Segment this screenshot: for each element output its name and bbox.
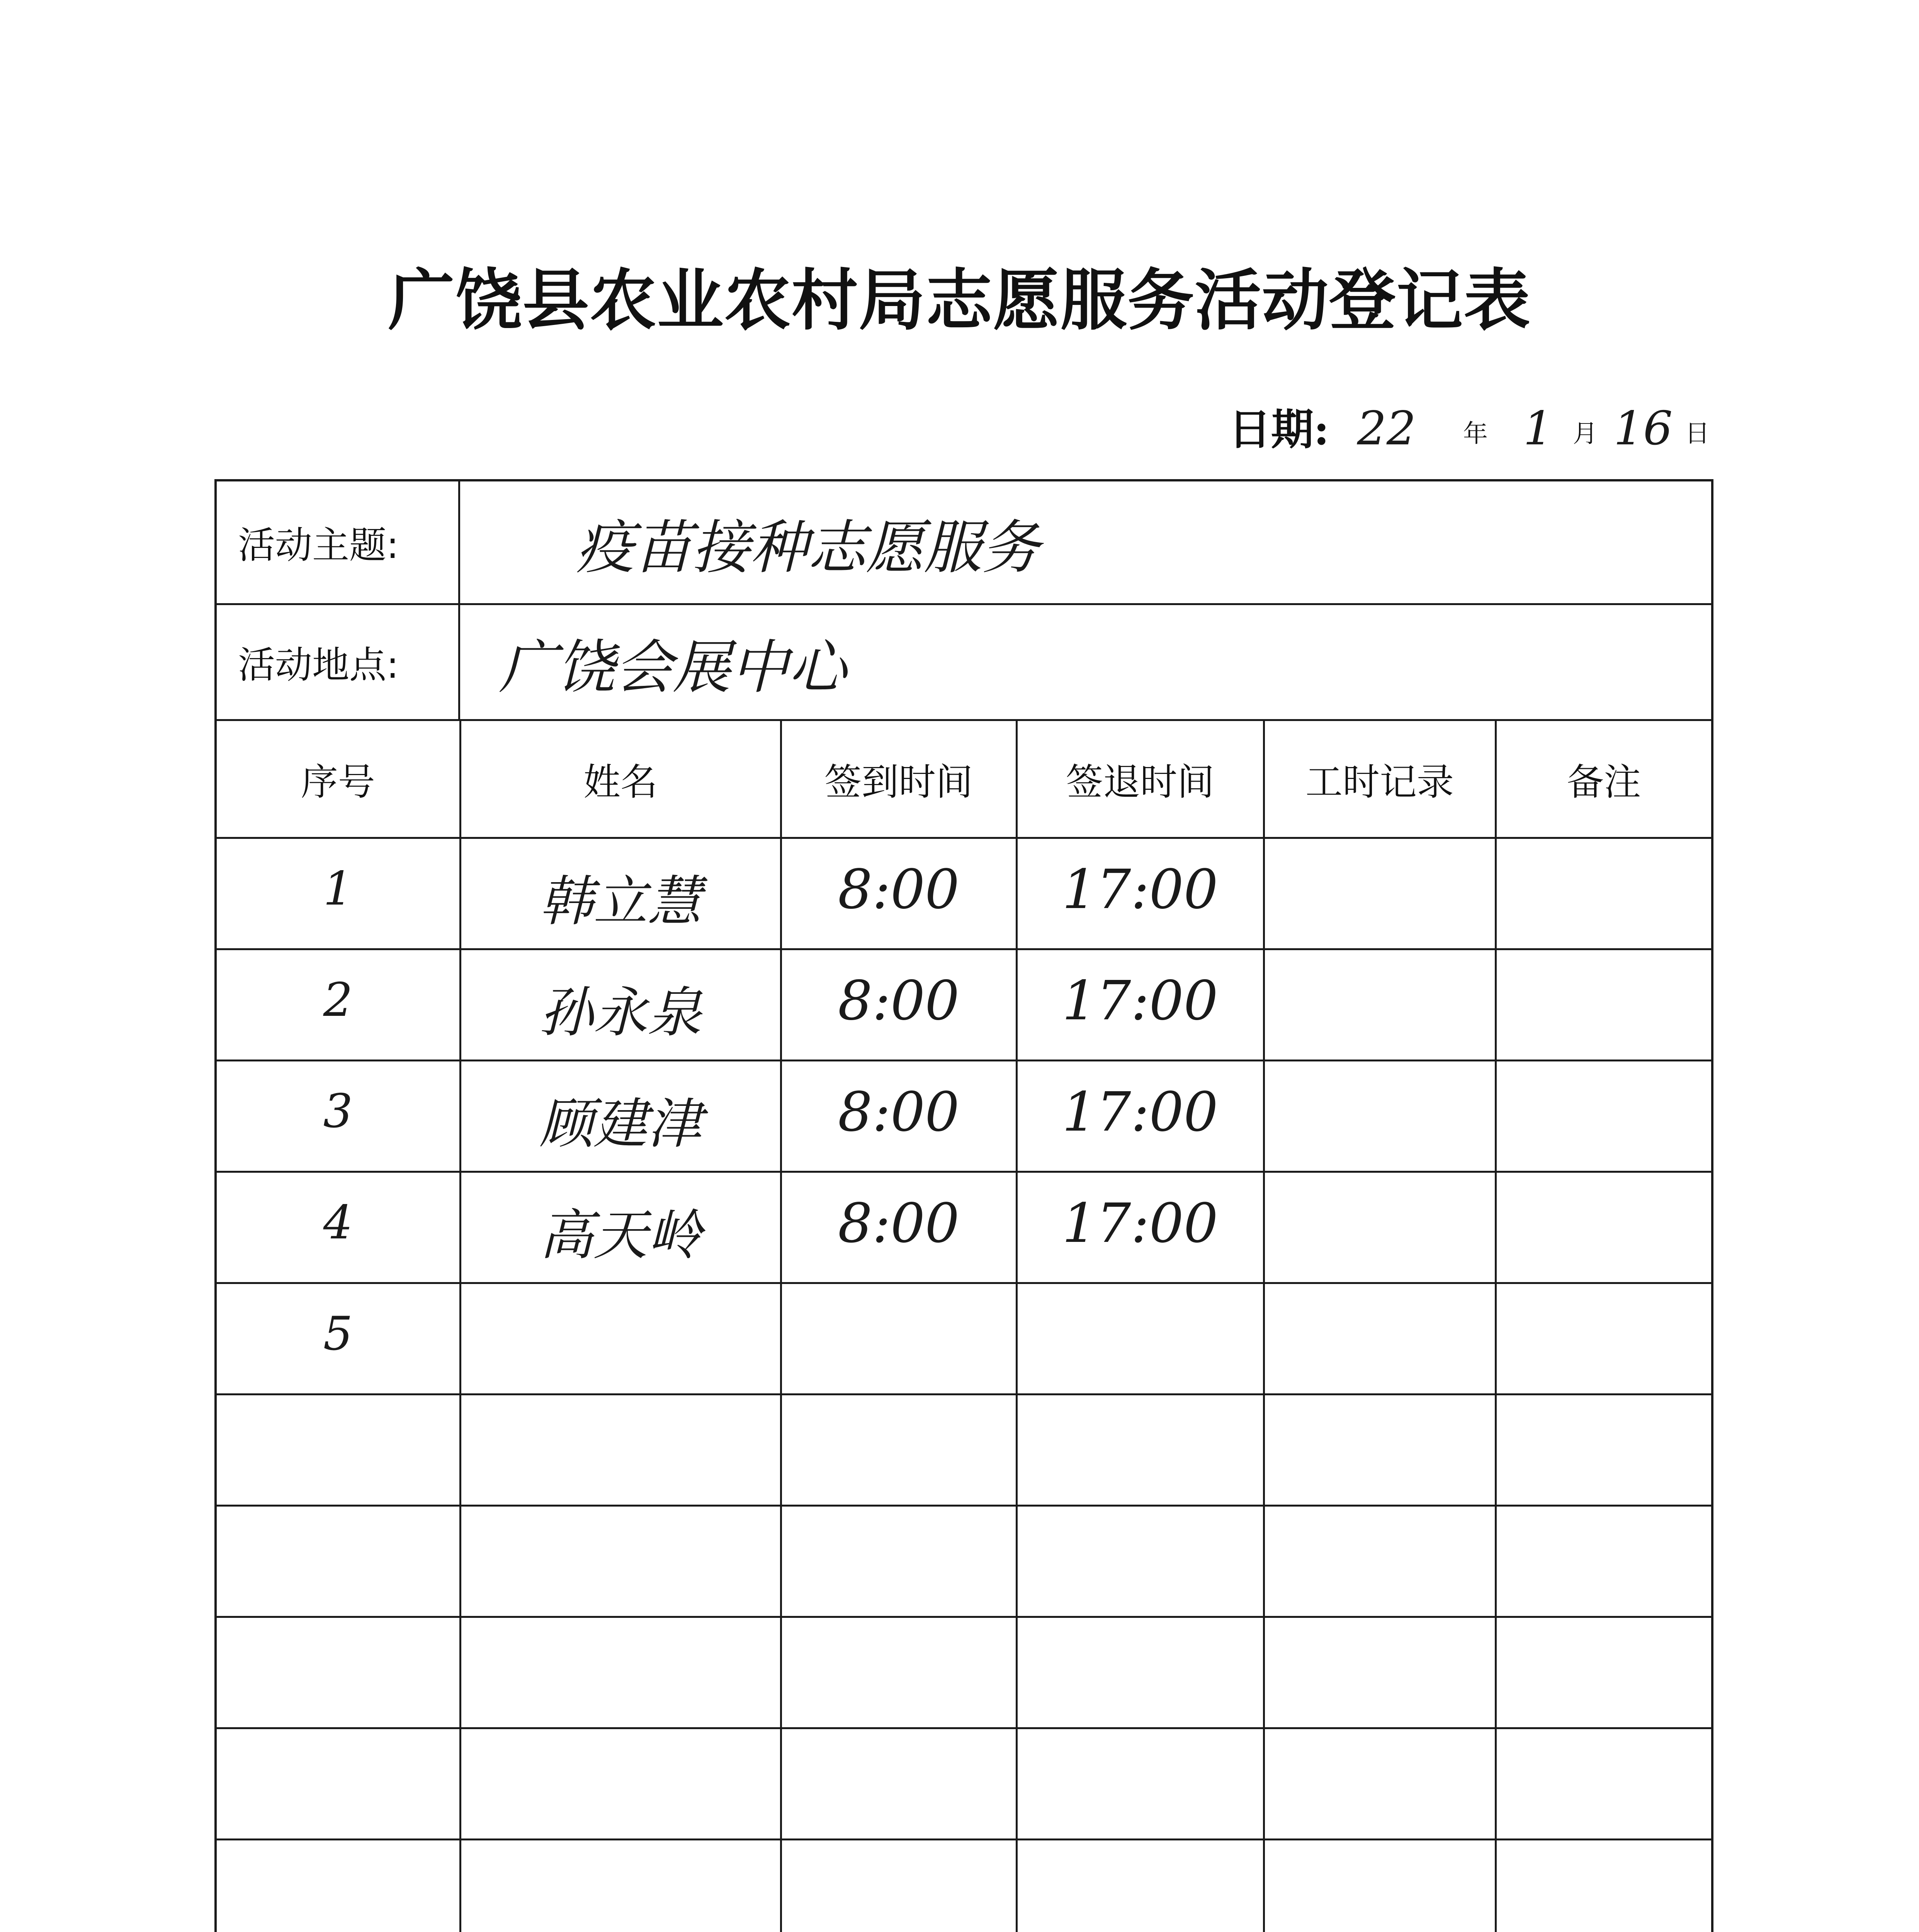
hours-record [1265,1840,1495,1932]
table-row [217,1728,1711,1840]
volunteer-name-cell [460,1283,781,1395]
volunteer-name [461,1618,780,1727]
table-row [217,1506,1711,1617]
row-number-cell [217,1283,460,1395]
checkin-time-cell [781,1840,1016,1932]
checkin-time [782,1729,1016,1838]
checkout-time: 17:00 [1062,1081,1218,1144]
hours-record [1265,1284,1495,1393]
volunteer-name-cell [460,1061,781,1172]
note [1497,950,1712,1060]
checkin-time [782,1618,1016,1727]
note-cell [1496,1506,1711,1617]
row-number [217,1729,459,1838]
hours-record-cell [1264,949,1496,1061]
note [1497,1284,1712,1393]
hours-record [1265,1061,1495,1171]
hours-record-cell [1264,1061,1496,1172]
row-number-cell [217,1506,460,1617]
hours-record-cell [1264,1617,1496,1728]
table-row [217,1172,1711,1283]
checkin-time: 8:00 [838,969,960,1032]
checkout-time-cell [1016,1061,1264,1172]
volunteer-name-cell [460,1840,781,1932]
checkout-time-cell [1016,949,1264,1061]
row-number [217,1395,459,1505]
header-hours: 工时记录 [1264,721,1496,838]
volunteer-name-cell [460,1395,781,1506]
hours-record [1265,950,1495,1060]
note-cell [1496,1840,1711,1932]
checkout-time-cell [1016,1172,1264,1283]
row-number [217,1618,459,1727]
header-checkout: 签退时间 [1016,721,1264,838]
header-checkin: 签到时间 [781,721,1016,838]
theme-value: 疫苗接种志愿服务 [576,514,1040,582]
checkout-time-cell [1016,838,1264,949]
note-cell [1496,1061,1711,1172]
hours-record [1265,1618,1495,1727]
volunteer-name-cell [460,1617,781,1728]
checkout-time [1018,1618,1263,1727]
date-line [1229,394,1827,464]
hours-record-cell [1264,1728,1496,1840]
row-number: 1 [323,862,353,916]
checkin-time-cell [781,1506,1016,1617]
row-number-cell [217,838,460,949]
row-number-cell [217,1840,460,1932]
table-row [217,949,1711,1061]
hours-record [1265,1173,1495,1282]
table-row [217,1283,1711,1395]
table-row [217,838,1711,949]
hours-record-cell [1264,1172,1496,1283]
hours-record-cell [1264,838,1496,949]
volunteer-name [461,1395,780,1505]
row-number-cell [217,1395,460,1506]
volunteer-name: 韩立慧 [539,870,702,933]
hours-record-cell [1264,1283,1496,1395]
note-cell [1496,1617,1711,1728]
checkout-time [1018,1507,1263,1616]
hours-record-cell [1264,1506,1496,1617]
note-cell [1496,1395,1711,1506]
checkout-time [1018,1284,1263,1393]
checkout-time: 17:00 [1062,969,1218,1032]
volunteer-name [461,1284,780,1393]
checkout-time-cell [1016,1840,1264,1932]
row-number-cell [217,949,460,1061]
note-cell [1496,1283,1711,1395]
row-number [217,1840,459,1932]
hours-record [1265,1395,1495,1505]
checkin-time: 8:00 [838,1081,960,1144]
date-day: 16 [1613,402,1673,456]
checkout-time [1018,1840,1263,1932]
volunteer-name-cell [460,1172,781,1283]
note-cell [1496,949,1711,1061]
hours-record-cell [1264,1840,1496,1932]
row-number: 5 [323,1307,353,1361]
header-note: 备注 [1496,721,1711,838]
checkout-time [1018,1729,1263,1838]
row-number-cell [217,1728,460,1840]
registration-form [214,479,1713,1932]
checkin-time-cell [781,1617,1016,1728]
row-number: 3 [323,1085,353,1138]
note [1497,1173,1712,1282]
theme-row [217,481,1711,605]
hours-record [1265,1729,1495,1838]
checkin-time [782,1840,1016,1932]
date-day-unit: 日 [1685,419,1710,448]
checkin-time-cell [781,1172,1016,1283]
checkin-time-cell [781,1728,1016,1840]
location-label: 活动地点: [217,605,460,719]
volunteer-name-cell [460,838,781,949]
checkin-time-cell [781,1395,1016,1506]
location-value: 广饶会展中心 [499,634,847,701]
table-header-row [217,721,1711,838]
note-cell [1496,1728,1711,1840]
date-label: 日期: [1229,405,1329,454]
date-month-unit: 月 [1572,419,1598,448]
checkin-time: 8:00 [838,1192,960,1255]
page-title: 广饶县农业农村局志愿服务活动登记表 [388,261,1531,339]
checkout-time-cell [1016,1506,1264,1617]
volunteer-name-cell [460,1506,781,1617]
volunteer-name-cell [460,1728,781,1840]
note [1497,1507,1712,1616]
hours-record [1265,1507,1495,1616]
checkout-time-cell [1016,1617,1264,1728]
note-cell [1496,1172,1711,1283]
row-number-cell [217,1617,460,1728]
checkin-time-cell [781,838,1016,949]
checkin-time [782,1284,1016,1393]
table-row [217,1061,1711,1172]
row-number-cell [217,1061,460,1172]
row-number [217,1507,459,1616]
volunteer-name [461,1840,780,1932]
header-name: 姓名 [460,721,781,838]
volunteer-name: 顾建津 [539,1093,702,1156]
theme-label: 活动主题: [217,481,460,603]
volunteer-name: 孙永泉 [539,981,702,1044]
note [1497,1618,1712,1727]
location-row [217,605,1711,721]
table-row [217,1395,1711,1506]
note [1497,1395,1712,1505]
hours-record [1265,839,1495,948]
volunteer-name [461,1729,780,1838]
checkout-time: 17:00 [1062,1192,1218,1255]
checkout-time-cell [1016,1728,1264,1840]
checkin-time-cell [781,1283,1016,1395]
note [1497,1840,1712,1932]
checkout-time: 17:00 [1062,858,1218,921]
row-number: 2 [323,973,353,1027]
volunteer-name: 高天岭 [539,1204,702,1267]
checkout-time-cell [1016,1283,1264,1395]
volunteer-table [217,721,1711,1932]
date-year: 22 [1357,402,1416,456]
date-year-unit: 年 [1463,419,1488,448]
note-cell [1496,838,1711,949]
checkin-time-cell [781,949,1016,1061]
note [1497,1729,1712,1838]
note [1497,1061,1712,1171]
date-month: 1 [1523,402,1553,456]
volunteer-name [461,1507,780,1616]
header-no: 序号 [217,721,460,838]
checkin-time-cell [781,1061,1016,1172]
volunteer-name-cell [460,949,781,1061]
hours-record-cell [1264,1395,1496,1506]
checkout-time [1018,1395,1263,1505]
checkin-time [782,1507,1016,1616]
row-number: 4 [323,1196,353,1250]
table-row [217,1617,1711,1728]
note [1497,839,1712,948]
row-number-cell [217,1172,460,1283]
checkout-time-cell [1016,1395,1264,1506]
checkin-time [782,1395,1016,1505]
checkin-time: 8:00 [838,858,960,921]
table-row [217,1840,1711,1932]
